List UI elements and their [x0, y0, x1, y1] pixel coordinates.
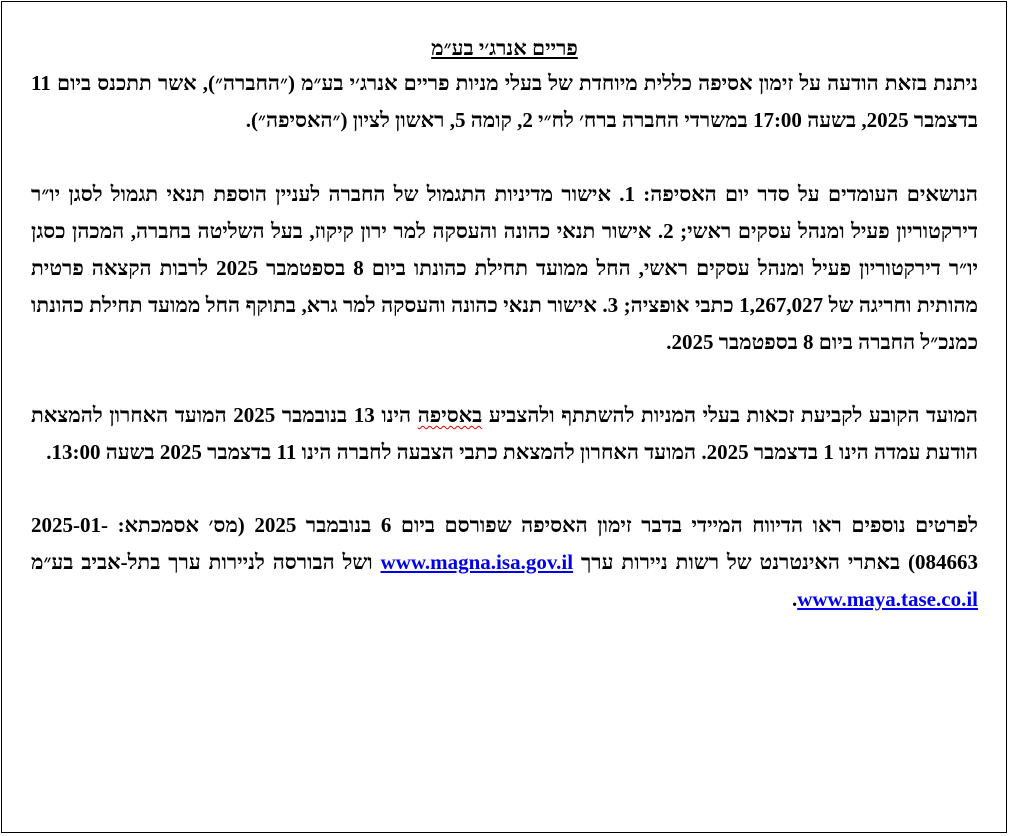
maya-link[interactable]: www.maya.tase.co.il	[797, 587, 978, 611]
document-title: פריים אנרג׳י בע״מ	[431, 36, 578, 60]
further-details-period: .	[791, 587, 798, 611]
further-details-text-middle: ושל הבורסה לניירות ערך בתל-אביב בע״מ	[31, 550, 381, 574]
spellcheck-marked-word: באסיפה	[417, 403, 483, 427]
further-details-paragraph	[31, 507, 978, 618]
record-date-paragraph	[31, 397, 978, 471]
record-date-text-end: הינו 13 בנובמבר 2025 המועד האחרון להמצאת הודעת עמדה הינו 1 בדצמבר 2025. המועד האחרון להמצאת כתבי הצבעה לחברה הינו 11 בדצמבר 2025 בשעה 13:00.	[31, 403, 978, 464]
notice-document	[31, 28, 978, 618]
meeting-announcement-paragraph: ניתנת בזאת הודעה על זימון אסיפה כללית מיוחדת של בעלי מניות פריים אנרג׳י בע״מ (״החברה״), אשר תתכנס ביום 11 בדצמבר 2025, בשעה 17:00 במשרדי החברה ברח׳ לח״י 2, קומה 5, ראשון לציון (״האסיפה״).	[31, 71, 978, 132]
further-details-text-start: לפרטים נוספים ראו הדיווח המיידי בדבר זימון האסיפה שפורסם ביום 6 בנובמבר 2025 (מס׳ אסמכתא: 2025-01-084663) באתרי האינטרנט של רשות ניירות ערך	[31, 513, 979, 574]
magna-link[interactable]: www.magna.isa.gov.il	[380, 550, 574, 574]
record-date-text-start: המועד הקובע לקביעת זכאות בעלי המניות להשתתף ולהצביע	[482, 403, 979, 427]
agenda-paragraph: הנושאים העומדים על סדר יום האסיפה: 1. אישור מדיניות התגמול של החברה לעניין הוספת תנאי תגמול לסגן יו״ר דירקטוריון פעיל ומנהל עסקים ראשי; 2. אישור תנאי כהונה והעסקה למר ירון קיקוז, בעל השליטה בחברה, המכהן כסגן יו״ר דירקטוריון פעיל ומנהל עסקים ראשי, החל ממועד תחילת כהונתו ביום 8 בספטמבר 2025 לרבות הקצאה פרטית מהותית וחריגה של 1,267,027 כתבי אופציה; 3. אישור תנאי כהונה והעסקה למר גרא, בתוקף החל ממועד תחילת כהונתו כמנכ״ל החברה ביום 8 בספטמבר 2025.	[31, 182, 979, 354]
